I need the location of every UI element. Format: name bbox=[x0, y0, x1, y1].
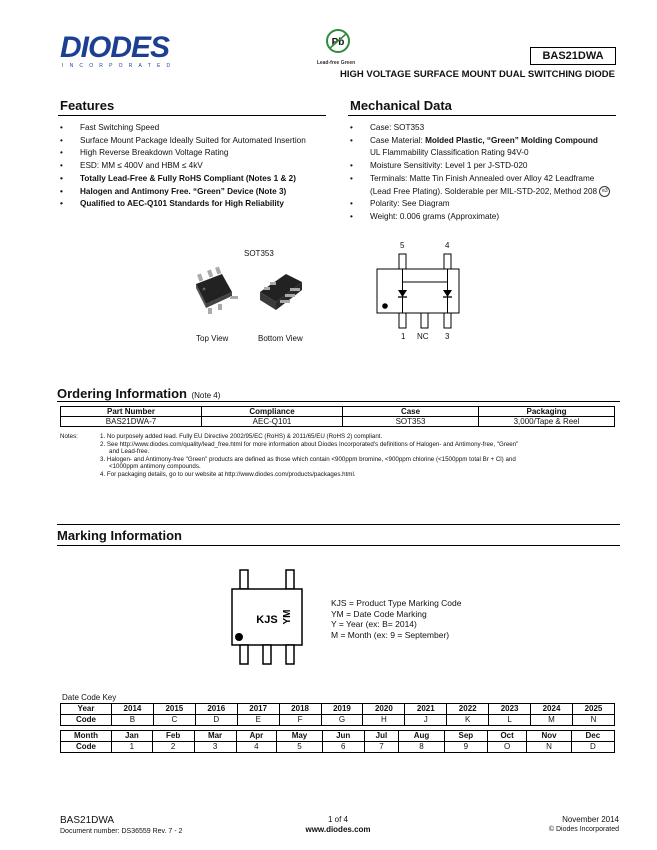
footer-doc-number: Document number: DS36559 Rev. 7 - 2 bbox=[60, 828, 183, 835]
year-cell: 2020 bbox=[363, 704, 405, 715]
month-code: 4 bbox=[236, 742, 277, 753]
month-code: 8 bbox=[399, 742, 445, 753]
pin-nc-label: NC bbox=[417, 332, 429, 341]
feature-item: • ESD: MM ≤ 400V and HBM ≤ 4kV bbox=[58, 160, 338, 173]
mech-material-bold: Molded Plastic, “Green” Molding Compound bbox=[425, 135, 598, 145]
month-cell: Jul bbox=[364, 731, 399, 742]
pinout-diagram bbox=[375, 252, 465, 330]
footer-page: 1 of 4 bbox=[327, 815, 348, 824]
year-code: H bbox=[363, 715, 405, 726]
month-cell: Nov bbox=[527, 731, 571, 742]
marking-chip-diagram bbox=[228, 568, 308, 668]
ordering-case: SOT353 bbox=[343, 417, 479, 427]
note-2-cont: and Lead-free. bbox=[109, 448, 150, 456]
month-code-table bbox=[60, 730, 615, 753]
note-3-cont: <1000ppm antimony compounds. bbox=[109, 463, 201, 471]
note-1: 1. No purposely added lead. Fully EU Directive 2002/95/EC (RoHS) & 2011/65/EU (RoHS 2) compliant. bbox=[100, 433, 383, 440]
mechanical-title: Mechanical Data bbox=[350, 98, 452, 113]
mech-polarity: • Polarity: See Diagram bbox=[348, 198, 623, 211]
pb-symbol: Pb bbox=[331, 37, 345, 48]
year-code: E bbox=[237, 715, 279, 726]
notes-body bbox=[100, 433, 620, 479]
year-cell: 2017 bbox=[237, 704, 279, 715]
mechanical-rule bbox=[348, 115, 616, 116]
month-code: 9 bbox=[444, 742, 487, 753]
month-cell: Jun bbox=[322, 731, 364, 742]
year-cell: 2019 bbox=[321, 704, 363, 715]
month-cell: Oct bbox=[487, 731, 526, 742]
table-row bbox=[61, 731, 615, 742]
ordering-compliance: AEC-Q101 bbox=[202, 417, 343, 427]
ordering-note: (Note 4) bbox=[191, 391, 221, 400]
features-list bbox=[58, 122, 338, 211]
code-header: Code bbox=[61, 715, 112, 726]
year-cell: 2015 bbox=[153, 704, 195, 715]
mechanical-list bbox=[348, 122, 623, 224]
feature-item: • Fast Switching Speed bbox=[58, 122, 338, 135]
features-title: Features bbox=[60, 98, 115, 113]
pin-1-label: 1 bbox=[401, 332, 406, 341]
top-view-label: Top View bbox=[196, 334, 229, 343]
ordering-header-row bbox=[61, 407, 615, 417]
logo-text: DIODES bbox=[60, 31, 170, 64]
year-code: M bbox=[531, 715, 573, 726]
table-row bbox=[61, 715, 615, 726]
feature-item: • High Reverse Breakdown Voltage Rating bbox=[58, 147, 338, 160]
year-cell: 2014 bbox=[112, 704, 154, 715]
ordering-packaging: 3,000/Tape & Reel bbox=[479, 417, 615, 427]
year-code: J bbox=[405, 715, 447, 726]
note-3: 3. Halogen- and Antimony-free "Green" products are defined as those which contain <900ppm bromine, <900ppm chlorine (<1500ppm total Br + Cl) and bbox=[100, 455, 516, 463]
features-rule bbox=[58, 115, 326, 116]
chip-kjs-text: KJS bbox=[256, 614, 278, 626]
month-code: 5 bbox=[277, 742, 323, 753]
year-cell: 2022 bbox=[447, 704, 489, 715]
year-code: N bbox=[572, 715, 614, 726]
part-number-box: BAS21DWA bbox=[530, 47, 616, 65]
marking-legend-line: KJS = Product Type Marking Code bbox=[331, 598, 462, 608]
marking-rule bbox=[57, 545, 620, 546]
mech-terminals-cont-text: (Lead Free Plating). Solderable per MIL-STD-202, Method 208 bbox=[370, 186, 598, 196]
ordering-part: BAS21DWA-7 bbox=[61, 417, 202, 427]
ordering-col-case: Case bbox=[343, 407, 479, 417]
month-code: 6 bbox=[322, 742, 364, 753]
feature-item: • Surface Mount Package Ideally Suited for Automated Insertion bbox=[58, 135, 338, 148]
month-cell: Jan bbox=[112, 731, 153, 742]
footer-date: November 2014 bbox=[562, 815, 619, 824]
pb-label: Lead-free Green bbox=[316, 60, 356, 66]
month-cell: May bbox=[277, 731, 323, 742]
logo-subtext: INCORPORATED bbox=[62, 63, 177, 69]
lead-free-green-badge bbox=[318, 28, 358, 66]
pb-free-icon bbox=[325, 28, 351, 54]
table-row bbox=[61, 742, 615, 753]
pin-5-label: 5 bbox=[400, 241, 405, 250]
marking-legend-line: M = Month (ex: 9 = September) bbox=[331, 629, 450, 640]
note-2: 2. See http://www.diodes.com/quality/lead_free.html for more information about Diodes Incorporated’s definitions of Halogen- and Antimony-free, "Green" bbox=[100, 440, 519, 448]
e3-icon: e3 bbox=[599, 186, 610, 197]
mech-material-prefix: Case Material: bbox=[370, 135, 426, 145]
table-row bbox=[61, 417, 615, 427]
year-cell: 2024 bbox=[531, 704, 573, 715]
month-code: 1 bbox=[112, 742, 153, 753]
year-code-table bbox=[60, 703, 615, 726]
page-subtitle: HIGH VOLTAGE SURFACE MOUNT DUAL SWITCHING DIODE bbox=[340, 69, 615, 80]
ordering-col-part: Part Number bbox=[61, 407, 202, 417]
year-code: L bbox=[489, 715, 531, 726]
diodes-logo bbox=[60, 31, 177, 69]
mech-material-cont: UL Flammability Classification Rating 94V-0 bbox=[370, 148, 529, 158]
month-cell: Dec bbox=[571, 731, 614, 742]
ordering-title: Ordering Information bbox=[57, 386, 187, 401]
year-cell: 2021 bbox=[405, 704, 447, 715]
marking-rule-top bbox=[57, 524, 620, 525]
month-header: Month bbox=[61, 731, 112, 742]
month-code: O bbox=[487, 742, 526, 753]
feature-item: • Qualified to AEC-Q101 Standards for High Reliability bbox=[58, 198, 338, 211]
marking-legend-line: YM = Date Code Marking bbox=[331, 608, 427, 619]
footer-copyright: © Diodes Incorporated bbox=[548, 826, 619, 833]
year-cell: 2023 bbox=[489, 704, 531, 715]
year-code: K bbox=[447, 715, 489, 726]
feature-item: • Halogen and Antimony Free. “Green” Device (Note 3) bbox=[58, 186, 338, 199]
package-images bbox=[190, 262, 320, 322]
mech-moisture: • Moisture Sensitivity: Level 1 per J-STD-020 bbox=[348, 160, 623, 173]
mech-terminals: • Terminals: Matte Tin Finish Annealed over Alloy 42 Leadframe bbox=[348, 173, 623, 186]
package-label: SOT353 bbox=[244, 249, 274, 258]
year-code: G bbox=[321, 715, 363, 726]
code-header: Code bbox=[61, 742, 112, 753]
month-code: 2 bbox=[152, 742, 194, 753]
year-header: Year bbox=[61, 704, 112, 715]
footer-website[interactable]: www.diodes.com bbox=[305, 825, 371, 834]
month-cell: Mar bbox=[194, 731, 236, 742]
pin-4-label: 4 bbox=[445, 241, 450, 250]
month-code: 3 bbox=[194, 742, 236, 753]
month-cell: Feb bbox=[152, 731, 194, 742]
month-code: 7 bbox=[364, 742, 399, 753]
bottom-view-label: Bottom View bbox=[258, 334, 303, 343]
ordering-table bbox=[60, 406, 615, 427]
ordering-col-packaging: Packaging bbox=[479, 407, 615, 417]
year-cell: 2025 bbox=[572, 704, 614, 715]
chip-ym-text: YM bbox=[282, 609, 293, 625]
marking-legend-line: Y = Year (ex: B= 2014) bbox=[331, 619, 417, 629]
ordering-rule bbox=[57, 401, 620, 402]
footer-part: BAS21DWA bbox=[60, 815, 115, 826]
year-cell: 2016 bbox=[195, 704, 237, 715]
notes-label: Notes: bbox=[60, 433, 78, 440]
year-code: F bbox=[279, 715, 321, 726]
feature-item: • Totally Lead-Free & Fully RoHS Compliant (Notes 1 & 2) bbox=[58, 173, 338, 186]
marking-legend bbox=[331, 598, 461, 640]
year-code: C bbox=[153, 715, 195, 726]
top-view-package bbox=[196, 266, 238, 314]
table-row bbox=[61, 704, 615, 715]
pin-3-label: 3 bbox=[445, 332, 450, 341]
ordering-col-compliance: Compliance bbox=[202, 407, 343, 417]
month-cell: Aug bbox=[399, 731, 445, 742]
year-code: D bbox=[195, 715, 237, 726]
month-cell: Apr bbox=[236, 731, 277, 742]
year-cell: 2018 bbox=[279, 704, 321, 715]
note-4: 4. For packaging details, go to our website at http://www.diodes.com/products/packages.html. bbox=[100, 470, 356, 478]
year-code: B bbox=[112, 715, 154, 726]
month-cell: Sep bbox=[444, 731, 487, 742]
bottom-view-package bbox=[260, 274, 302, 310]
mech-weight: • Weight: 0.006 grams (Approximate) bbox=[348, 211, 623, 224]
month-code: N bbox=[527, 742, 571, 753]
mech-material bbox=[348, 135, 623, 148]
mech-terminals-cont bbox=[348, 186, 623, 199]
month-code: D bbox=[571, 742, 614, 753]
date-code-key-label: Date Code Key bbox=[62, 693, 117, 702]
mech-case: • Case: SOT353 bbox=[348, 122, 623, 135]
marking-title: Marking Information bbox=[57, 528, 182, 543]
